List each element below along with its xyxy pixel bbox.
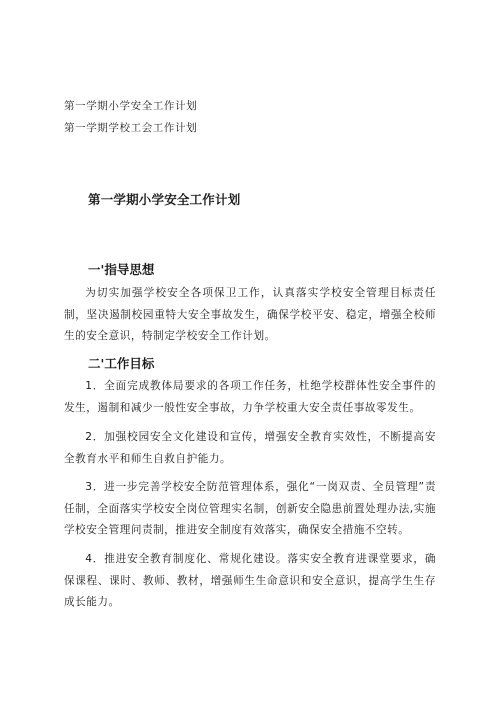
section-heading-work-goals: 二'工作目标: [88, 356, 155, 371]
paragraph: 为切实加强学校安全各项保卫工作，认真落实学校安全管理目标责任制，坚决遏制校园重特大安全事故发生，确保学校平安、稳定，增强全校师生的安全意识，特制定学校安全工作计划。: [64, 287, 436, 342]
paragraph-goal-1: 1．全面完成教体局要求的各项工作任务，杜绝学校群体性安全事件的发生，遏制和减少一般性安全事故，力争学校重大安全责任事故零发生。: [64, 380, 436, 414]
toc-item[interactable]: 第一学期小学安全工作计划: [64, 100, 198, 112]
paragraph-goal-4: 4．推进安全教育制度化、常规化建设。落实安全教育进课堂要求，确保课程、课时、教师、教材，增强师生生命意识和安全意识，提高学生生存成长能力。: [64, 553, 436, 608]
table-of-contents: [64, 95, 197, 139]
toc-item[interactable]: 第一学期学校工会工作计划: [64, 122, 198, 134]
document-title: 第一学期小学安全工作计划: [88, 192, 241, 207]
paragraph-goal-3: 3．进一步完善学校安全防范管理体系，强化“一岗双责、全员管理”责任制，全面落实学校安全岗位管理实名制，创新安全隐患前置处理办法,实施学校安全管理问责制，推进安全制度有效落实，确保安全措施不空转。: [64, 481, 436, 536]
section-heading-guiding-ideology: 一'指导思想: [88, 262, 155, 277]
paragraph-goal-2: 2．加强校园安全文化建设和宣传，增强安全教育实效性，不断提高安全教育水平和师生自救自护能力。: [64, 431, 436, 465]
